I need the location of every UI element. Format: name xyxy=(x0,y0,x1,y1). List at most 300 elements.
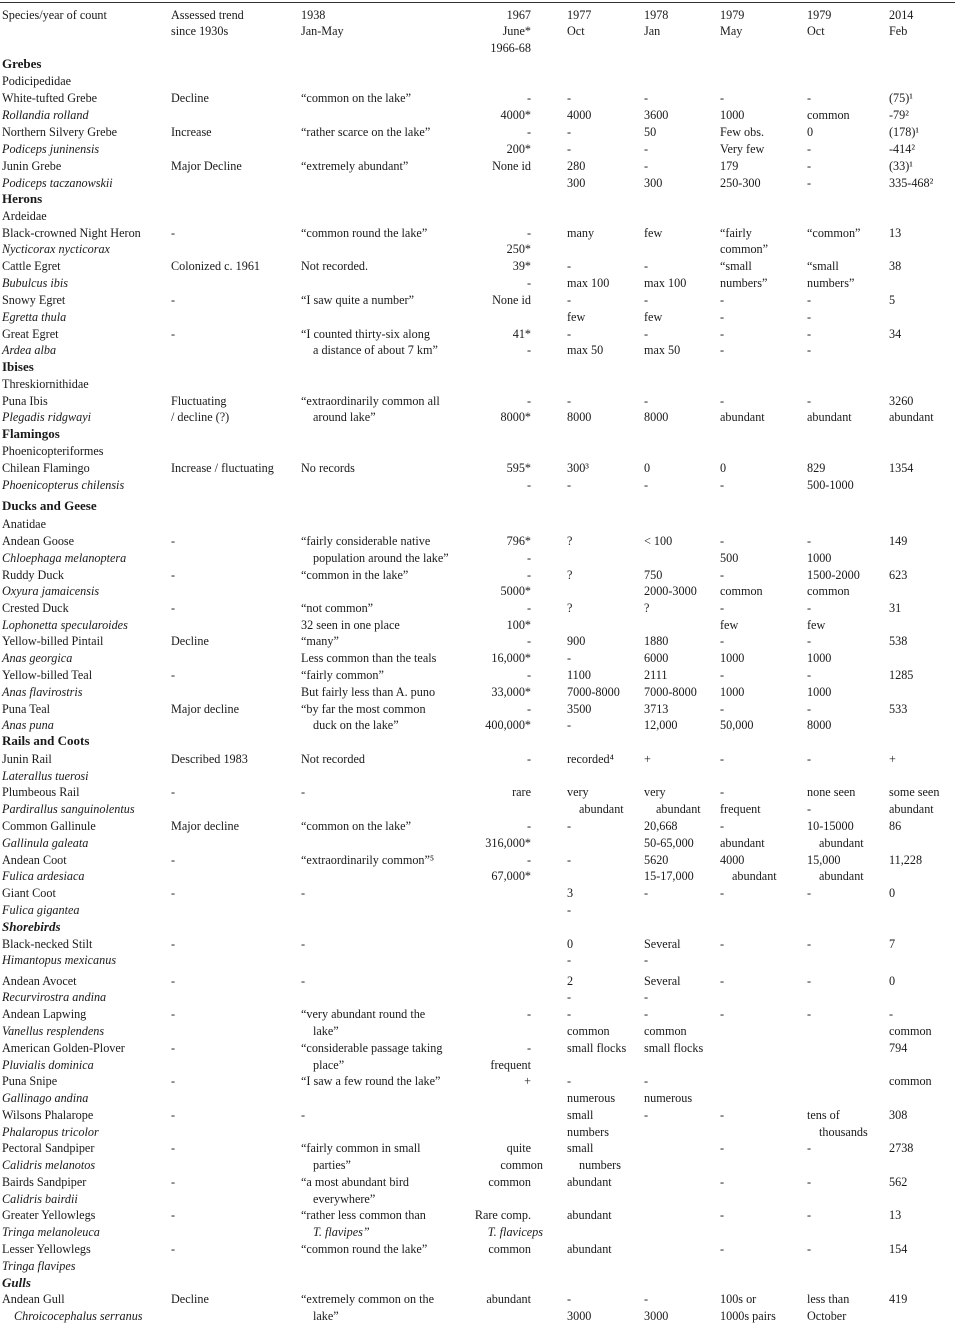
table-cell: - xyxy=(807,142,812,156)
header-cell: 1977 xyxy=(567,8,592,22)
table-cell: - xyxy=(526,634,531,648)
table-cell: 1880 xyxy=(644,634,669,648)
table-cell: Plumbeous Rail xyxy=(2,785,80,799)
table-cell: Anas puna xyxy=(2,718,54,732)
table-row xyxy=(0,258,955,275)
table-cell: very xyxy=(567,785,589,799)
table-cell: Chloephaga melanoptera xyxy=(2,551,127,565)
table-row xyxy=(0,409,955,426)
table-cell: Egretta thula xyxy=(2,310,67,324)
table-cell: - xyxy=(171,1208,176,1222)
table-row xyxy=(0,124,955,141)
header-cell: 1979 xyxy=(807,8,832,22)
header-cell: 1966-68 xyxy=(490,41,531,55)
table-cell: Decline xyxy=(171,634,209,648)
table-row xyxy=(0,684,955,701)
section-heading: Ibises xyxy=(2,359,34,374)
table-cell: 300 xyxy=(644,176,663,190)
table-cell: Andean Goose xyxy=(2,534,75,548)
table-cell: - xyxy=(567,990,572,1004)
table-cell: 0 xyxy=(889,886,896,900)
table-cell: 100* xyxy=(506,618,531,632)
table-row xyxy=(0,241,955,258)
table-cell: 0 xyxy=(889,974,896,988)
table-cell: - xyxy=(567,293,572,307)
table-cell: 38 xyxy=(889,259,902,273)
table-row xyxy=(0,567,955,584)
table-cell: “fairly xyxy=(720,226,752,240)
table-cell: Great Egret xyxy=(2,327,59,341)
table-row xyxy=(0,426,955,443)
table-cell: Fulica gigantea xyxy=(2,903,80,917)
table-cell: tens of xyxy=(807,1108,840,1122)
table-cell: Black-necked Stilt xyxy=(2,937,93,951)
table-cell: “very abundant round the xyxy=(301,1007,426,1021)
table-cell: - xyxy=(807,668,812,682)
table-cell: - xyxy=(720,819,725,833)
table-cell: Ardea alba xyxy=(2,343,57,357)
table-cell: 8000 xyxy=(567,410,592,424)
table-cell: Phalaropus tricolor xyxy=(2,1125,99,1139)
table-cell: Increase xyxy=(171,125,212,139)
table-cell: numbers” xyxy=(807,276,855,290)
table-cell: small xyxy=(567,1108,594,1122)
table-cell: - xyxy=(807,293,812,307)
table-cell: Wilsons Phalarope xyxy=(2,1108,94,1122)
table-cell: recorded⁴ xyxy=(567,752,614,766)
table-cell: Decline xyxy=(171,1292,209,1306)
table-cell: 1000 xyxy=(807,551,832,565)
table-row xyxy=(0,1057,955,1074)
table-row xyxy=(0,989,955,1006)
table-cell: Podiceps juninensis xyxy=(2,142,100,156)
table-cell: -414² xyxy=(889,142,915,156)
table-cell: Increase / fluctuating xyxy=(171,461,274,475)
table-cell: 3500 xyxy=(567,702,592,716)
header-cell: since 1930s xyxy=(171,24,229,38)
table-cell: - xyxy=(526,601,531,615)
table-cell: population around the lake” xyxy=(313,551,449,565)
table-cell: abundant xyxy=(819,836,864,850)
table-cell: 419 xyxy=(889,1292,908,1306)
table-row xyxy=(0,342,955,359)
table-cell: < 100 xyxy=(644,534,673,548)
table-cell: Junin Rail xyxy=(2,752,52,766)
table-cell: Andean Lapwing xyxy=(2,1007,87,1021)
table-cell: (33)¹ xyxy=(889,159,913,173)
table-cell: 7 xyxy=(889,937,896,951)
table-cell: 0 xyxy=(644,461,651,475)
table-cell: - xyxy=(526,752,531,766)
table-cell: “small xyxy=(807,259,839,273)
table-cell: max 50 xyxy=(644,343,681,357)
table-cell: - xyxy=(171,1007,176,1021)
table-row xyxy=(0,1157,955,1174)
table-cell: 4000 xyxy=(720,853,745,867)
table-row xyxy=(0,583,955,600)
table-cell: - xyxy=(720,534,725,548)
table-cell: October xyxy=(807,1309,847,1323)
table-row xyxy=(0,393,955,410)
table-row xyxy=(0,1191,955,1208)
table-cell: 3600 xyxy=(644,108,669,122)
table-cell: Anas georgica xyxy=(2,651,73,665)
table-cell: quite xyxy=(506,1141,531,1155)
table-cell: 900 xyxy=(567,634,586,648)
table-cell: 8000 xyxy=(807,718,832,732)
table-cell: - xyxy=(526,568,531,582)
table-cell: - xyxy=(807,1141,812,1155)
table-cell: 0 xyxy=(807,125,814,139)
table-cell: - xyxy=(644,327,649,341)
table-cell: - xyxy=(526,343,531,357)
table-cell: - xyxy=(807,601,812,615)
table-cell: Snowy Egret xyxy=(2,293,66,307)
table-cell: - xyxy=(720,394,725,408)
table-cell: frequent xyxy=(720,802,761,816)
table-cell: + xyxy=(524,1074,531,1088)
table-cell: - xyxy=(567,651,572,665)
table-cell: everywhere” xyxy=(313,1192,376,1206)
table-cell: 50-65,000 xyxy=(644,836,694,850)
table-cell: 1000 xyxy=(720,108,745,122)
table-cell: - xyxy=(720,601,725,615)
table-cell: Described 1983 xyxy=(171,752,248,766)
table-cell: “common round the lake” xyxy=(301,226,428,240)
table-cell: - xyxy=(720,634,725,648)
table-cell: - xyxy=(807,1242,812,1256)
table-cell: - xyxy=(171,601,176,615)
table-cell: common xyxy=(807,584,850,598)
table-row xyxy=(0,936,955,953)
table-cell: 1100 xyxy=(567,668,591,682)
table-cell: - xyxy=(644,259,649,273)
table-cell: 562 xyxy=(889,1175,908,1189)
table-cell: Ruddy Duck xyxy=(2,568,64,582)
table-cell: ? xyxy=(567,601,573,615)
table-cell: Lesser Yellowlegs xyxy=(2,1242,91,1256)
table-row xyxy=(0,600,955,617)
table-row xyxy=(0,56,955,73)
table-cell: - xyxy=(889,1007,894,1021)
table-row xyxy=(0,309,955,326)
table-cell: “common” xyxy=(807,226,861,240)
table-cell: - xyxy=(720,1141,725,1155)
table-cell: - xyxy=(807,1175,812,1189)
table-cell: 32 seen in one place xyxy=(301,618,400,632)
table-cell: American Golden-Plover xyxy=(2,1041,125,1055)
table-cell: - xyxy=(807,974,812,988)
table-cell: “extremely common on the xyxy=(301,1292,435,1306)
table-cell: abundant xyxy=(486,1292,531,1306)
table-cell: - xyxy=(526,551,531,565)
table-cell: small flocks xyxy=(644,1041,704,1055)
table-cell: - xyxy=(644,394,649,408)
table-row xyxy=(0,1006,955,1023)
table-cell: - xyxy=(171,668,176,682)
table-cell: “extremely abundant” xyxy=(301,159,409,173)
table-cell: - xyxy=(807,886,812,900)
header-cell: 1978 xyxy=(644,8,669,22)
header-cell: June* xyxy=(502,24,531,38)
table-cell: - xyxy=(171,974,176,988)
table-cell: 500 xyxy=(720,551,739,565)
table-cell: “extraordinarily common”⁵ xyxy=(301,853,435,867)
table-cell: - xyxy=(720,343,725,357)
table-cell: Common Gallinule xyxy=(2,819,96,833)
table-cell: Puna Snipe xyxy=(2,1074,58,1088)
table-cell: - xyxy=(301,974,306,988)
table-cell: 5 xyxy=(889,293,896,307)
table-cell: some seen xyxy=(889,785,940,799)
table-cell: - xyxy=(301,886,306,900)
table-cell: “rather less common than xyxy=(301,1208,426,1222)
table-cell: abundant xyxy=(656,802,701,816)
table-cell: 500-1000 xyxy=(807,478,854,492)
table-cell: + xyxy=(644,752,651,766)
table-cell: 12,000 xyxy=(644,718,678,732)
table-cell: Andean Coot xyxy=(2,853,67,867)
table-cell: ? xyxy=(567,534,573,548)
table-row xyxy=(0,1073,955,1090)
table-cell: 8000 xyxy=(644,410,669,424)
table-row xyxy=(0,158,955,175)
table-cell: Fulica ardesiaca xyxy=(2,869,85,883)
table-row xyxy=(0,852,955,869)
table-cell: Chilean Flamingo xyxy=(2,461,90,475)
table-cell: - xyxy=(720,702,725,716)
table-cell: “small xyxy=(720,259,752,273)
table-cell: 5620 xyxy=(644,853,669,867)
table-cell: 3713 xyxy=(644,702,669,716)
table-cell: - xyxy=(644,1007,649,1021)
table-cell: “fairly common” xyxy=(301,668,384,682)
table-cell: around lake” xyxy=(313,410,376,424)
table-cell: - xyxy=(171,1242,176,1256)
table-cell: None id xyxy=(492,293,531,307)
table-cell: 335-468² xyxy=(889,176,934,190)
table-row xyxy=(0,1241,955,1258)
table-cell: common xyxy=(500,1158,543,1172)
table-cell: - xyxy=(567,259,572,273)
table-cell: - xyxy=(720,937,725,951)
table-cell: abundant xyxy=(567,1175,612,1189)
table-cell: Anas flavirostris xyxy=(2,685,83,699)
table-cell: numbers xyxy=(567,1125,609,1139)
table-cell: Not recorded. xyxy=(301,259,369,273)
table-cell: Himantopus mexicanus xyxy=(2,953,117,967)
table-cell: - xyxy=(644,159,649,173)
table-cell: - xyxy=(526,276,531,290)
table-cell: - xyxy=(644,91,649,105)
table-cell: 300 xyxy=(567,176,586,190)
table-cell: 50 xyxy=(644,125,657,139)
table-row xyxy=(0,443,955,460)
table-row xyxy=(0,326,955,343)
table-cell: “considerable passage taking xyxy=(301,1041,443,1055)
table-cell: Pardirallus sanguinolentus xyxy=(2,802,135,816)
table-cell: 3000 xyxy=(644,1309,669,1323)
table-cell: - xyxy=(807,802,812,816)
table-cell: Puna Teal xyxy=(2,702,50,716)
table-cell: “common on the lake” xyxy=(301,91,411,105)
table-cell: 20,668 xyxy=(644,819,678,833)
table-cell: 10-15000 xyxy=(807,819,854,833)
table-row xyxy=(0,818,955,835)
table-cell: Pectoral Sandpiper xyxy=(2,1141,95,1155)
table-cell: - xyxy=(171,226,176,240)
table-cell: 250-300 xyxy=(720,176,761,190)
table-cell: - xyxy=(301,1108,306,1122)
header-cell: May xyxy=(720,24,743,38)
table-cell: 400,000* xyxy=(485,718,531,732)
table-cell: Few obs. xyxy=(720,125,765,139)
table-row xyxy=(0,516,955,533)
table-row xyxy=(0,751,955,768)
table-cell: Rollandia rolland xyxy=(2,108,89,122)
table-cell: “I saw a few round the lake” xyxy=(301,1074,441,1088)
table-cell: - xyxy=(644,142,649,156)
table-cell: Vanellus resplendens xyxy=(2,1024,105,1038)
table-cell: Greater Yellowlegs xyxy=(2,1208,96,1222)
table-cell: 3000 xyxy=(567,1309,592,1323)
table-cell: lake” xyxy=(313,1024,339,1038)
table-cell: rare xyxy=(512,785,531,799)
table-cell: Major Decline xyxy=(171,159,242,173)
table-cell: - xyxy=(526,91,531,105)
table-cell: - xyxy=(526,668,531,682)
table-cell: 5000* xyxy=(500,584,531,598)
table-cell: - xyxy=(807,534,812,548)
table-cell: few xyxy=(567,310,586,324)
table-cell: - xyxy=(526,478,531,492)
table-cell: few xyxy=(720,618,739,632)
table-row xyxy=(0,1308,955,1325)
table-cell: 6000 xyxy=(644,651,669,665)
table-cell: 0 xyxy=(720,461,727,475)
table-cell: Not recorded xyxy=(301,752,365,766)
table-cell: 15-17,000 xyxy=(644,869,694,883)
section-heading: Flamingos xyxy=(2,426,60,441)
table-cell: - xyxy=(644,293,649,307)
table-cell: 796* xyxy=(506,534,531,548)
table-cell: - xyxy=(807,327,812,341)
table-cell: + xyxy=(889,752,896,766)
table-cell: Threskiornithidae xyxy=(2,377,89,391)
table-cell: abundant xyxy=(567,1242,612,1256)
table-cell: - xyxy=(807,702,812,716)
table-cell: few xyxy=(644,310,663,324)
table-cell: “a most abundant bird xyxy=(301,1175,409,1189)
table-cell: many xyxy=(567,226,595,240)
table-cell: Giant Coot xyxy=(2,886,56,900)
table-cell: 623 xyxy=(889,568,908,582)
table-cell: - xyxy=(720,1242,725,1256)
table-cell: 16,000* xyxy=(491,651,531,665)
table-cell: 13 xyxy=(889,1208,902,1222)
table-cell: - xyxy=(807,176,812,190)
table-cell: T. flaviceps xyxy=(487,1225,543,1239)
table-cell: - xyxy=(567,903,572,917)
table-cell: Calidris melanotos xyxy=(2,1158,96,1172)
table-row xyxy=(0,1107,955,1124)
table-cell: - xyxy=(171,1141,176,1155)
table-cell: common xyxy=(720,584,763,598)
table-cell: “fairly common in small xyxy=(301,1141,421,1155)
table-cell: abundant xyxy=(889,802,934,816)
table-cell: - xyxy=(171,1108,176,1122)
table-cell: Rare comp. xyxy=(474,1208,531,1222)
section-heading: Herons xyxy=(2,191,43,206)
table-cell: 179 xyxy=(720,159,739,173)
table-cell: - xyxy=(526,853,531,867)
table-row xyxy=(0,1258,955,1275)
table-cell: “many” xyxy=(301,634,339,648)
table-cell: 3260 xyxy=(889,394,914,408)
table-cell: - xyxy=(567,125,572,139)
table-cell: abundant xyxy=(579,802,624,816)
table-cell: - xyxy=(807,634,812,648)
table-cell: frequent xyxy=(490,1058,531,1072)
table-cell: - xyxy=(720,886,725,900)
table-cell: - xyxy=(171,1074,176,1088)
table-cell: abundant xyxy=(807,410,852,424)
table-cell: abundant xyxy=(720,836,765,850)
table-cell: numbers xyxy=(579,1158,621,1172)
table-cell: 538 xyxy=(889,634,908,648)
header-cell: Jan-May xyxy=(301,24,344,38)
table-cell: Podiceps taczanowskii xyxy=(2,176,113,190)
table-cell: 15,000 xyxy=(807,853,841,867)
table-cell: 7000-8000 xyxy=(567,685,620,699)
table-cell: - xyxy=(526,125,531,139)
table-cell: - xyxy=(171,568,176,582)
table-cell: Chroicocephalus serranus xyxy=(14,1309,143,1323)
table-cell: - xyxy=(807,937,812,951)
table-cell: - xyxy=(567,853,572,867)
table-cell: Plegadis ridgwayi xyxy=(2,410,92,424)
table-cell: ? xyxy=(567,568,573,582)
table-cell: - xyxy=(301,785,306,799)
table-cell: Bubulcus ibis xyxy=(2,276,69,290)
table-row xyxy=(0,191,955,208)
table-cell: - xyxy=(720,752,725,766)
table-cell: 308 xyxy=(889,1108,908,1122)
table-cell: 300³ xyxy=(567,461,589,475)
table-cell: - xyxy=(720,327,725,341)
table-cell: 1000 xyxy=(807,685,832,699)
table-cell: - xyxy=(720,293,725,307)
table-cell: 149 xyxy=(889,534,908,548)
table-cell: thousands xyxy=(819,1125,868,1139)
table-cell: 250* xyxy=(506,242,531,256)
table-cell: 2 xyxy=(567,974,574,988)
table-cell: very xyxy=(644,785,666,799)
table-cell: Crested Duck xyxy=(2,601,69,615)
table-cell: 1354 xyxy=(889,461,914,475)
table-cell: 100s or xyxy=(720,1292,757,1306)
table-row xyxy=(0,1275,955,1292)
table-cell: - xyxy=(720,478,725,492)
table-cell: “not common” xyxy=(301,601,374,615)
table-row xyxy=(0,90,955,107)
table-cell: T. flavipes” xyxy=(313,1225,370,1239)
table-cell: Fluctuating xyxy=(171,394,227,408)
table-cell: “I counted thirty-six along xyxy=(301,327,430,341)
table-cell: max 50 xyxy=(567,343,604,357)
table-row xyxy=(0,768,955,785)
table-cell: - xyxy=(720,1175,725,1189)
